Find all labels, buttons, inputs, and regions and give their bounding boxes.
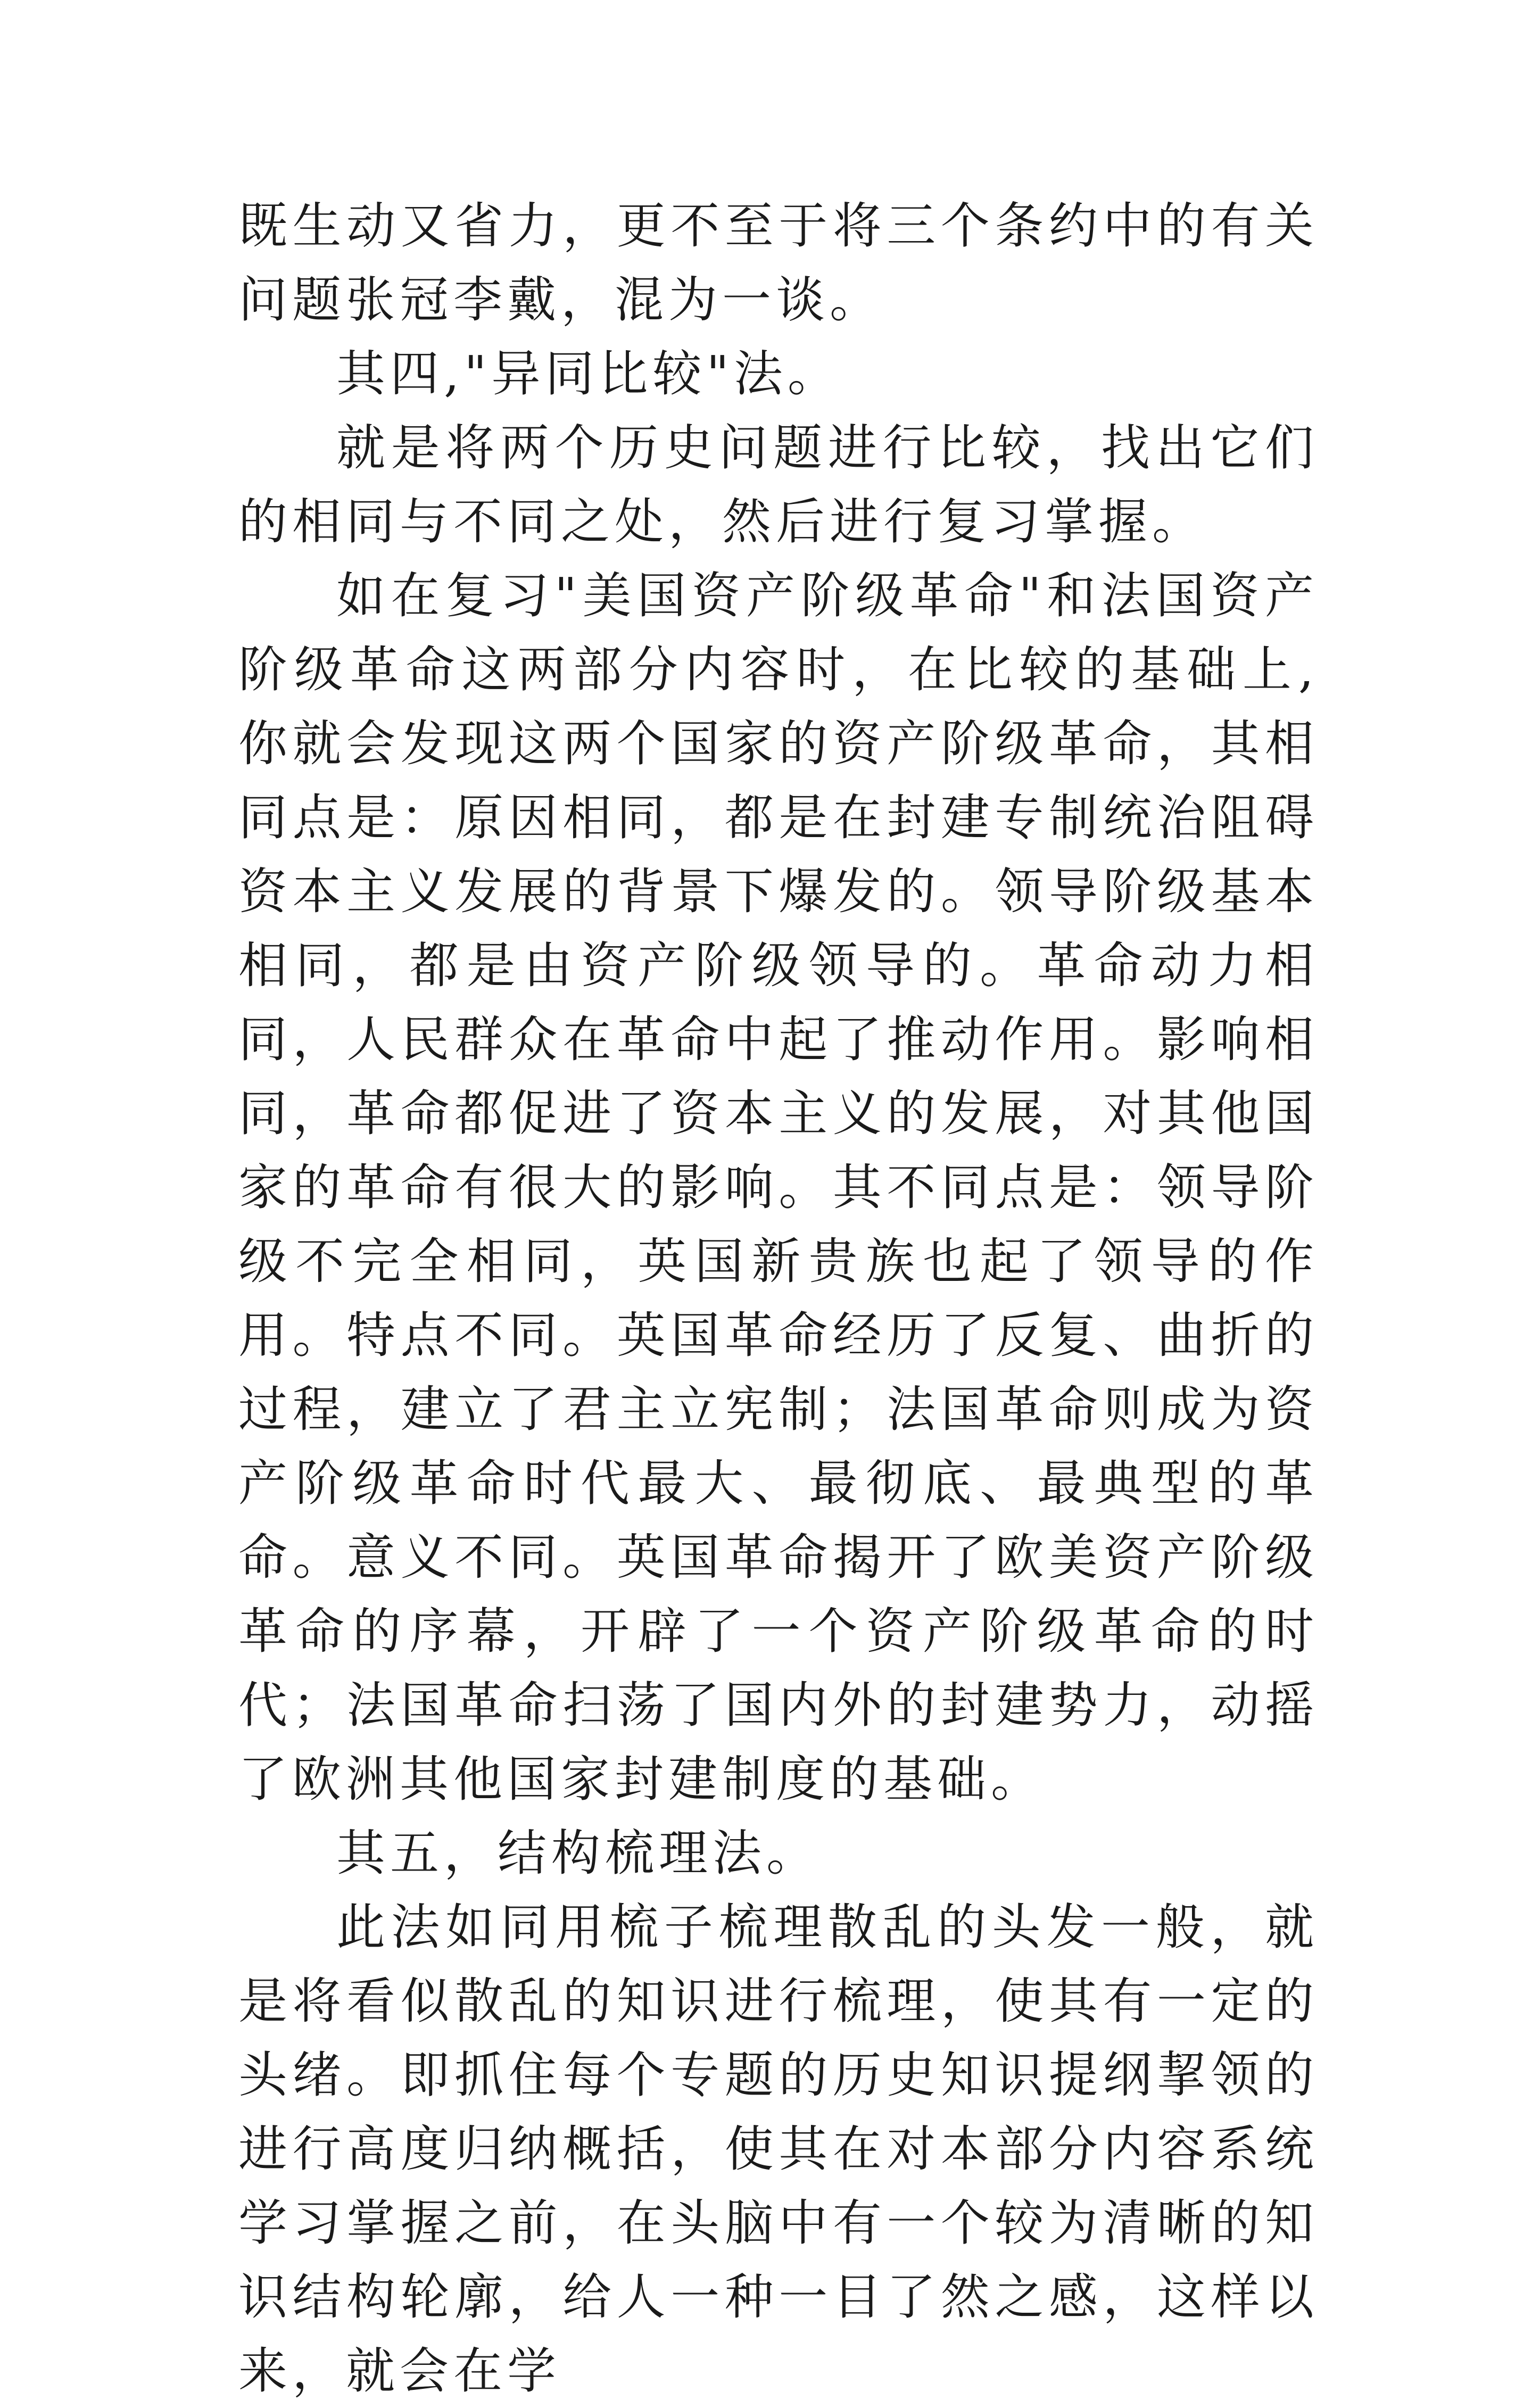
paragraph-method-five-definition: 此法如同用梳子梳理散乱的头发一般，就是将看似散乱的知识进行梳理，使其有一定的头绪。即抓住每个专题的历史知识提纲挈领的进行高度归纳概括，使其在对本部分内容系统学习掌握之前，在头脑中有一个较为清晰的知识结构轮廓，给人一种一目了然之感，这样以来，就会在学 [238, 1899, 1319, 2399]
paragraph-continuation: 既生动又省力，更不至于将三个条约中的有关问题张冠李戴，混为一谈。 [238, 197, 1319, 328]
document-body [238, 189, 1319, 2408]
paragraph-method-four-example: 如在复习"美国资产阶级革命"和法国资产阶级革命这两部分内容时，在比较的基础上,你就会发现这两个国家的资产阶级革命，其相同点是：原因相同，都是在封建专制统治阻碍资本主义发展的背景下爆发的。领导阶级基本相同，都是由资产阶级领导的。革命动力相同，人民群众在革命中起了推动作用。影响相同，革命都促进了资本主义的发展，对其他国家的革命有很大的影响。其不同点是：领导阶级不完全相同，英国新贵族也起了领导的作用。特点不同。英国革命经历了反复、曲折的过程，建立了君主立宪制；法国革命则成为资产阶级革命时代最大、最彻底、最典型的革命。意义不同。英国革命揭开了欧美资产阶级革命的序幕，开辟了一个资产阶级革命的时代；法国革命扫荡了国内外的封建势力，动摇了欧洲其他国家封建制度的基础。 [238, 567, 1319, 1808]
paragraph-heading-method-five: 其五，结构梳理法。 [336, 1825, 821, 1882]
paragraph-method-four-definition: 就是将两个历史问题进行比较，找出它们的相同与不同之处，然后进行复习掌握。 [238, 419, 1319, 550]
paragraph-heading-method-four: 其四,"异同比较"法。 [336, 345, 841, 402]
